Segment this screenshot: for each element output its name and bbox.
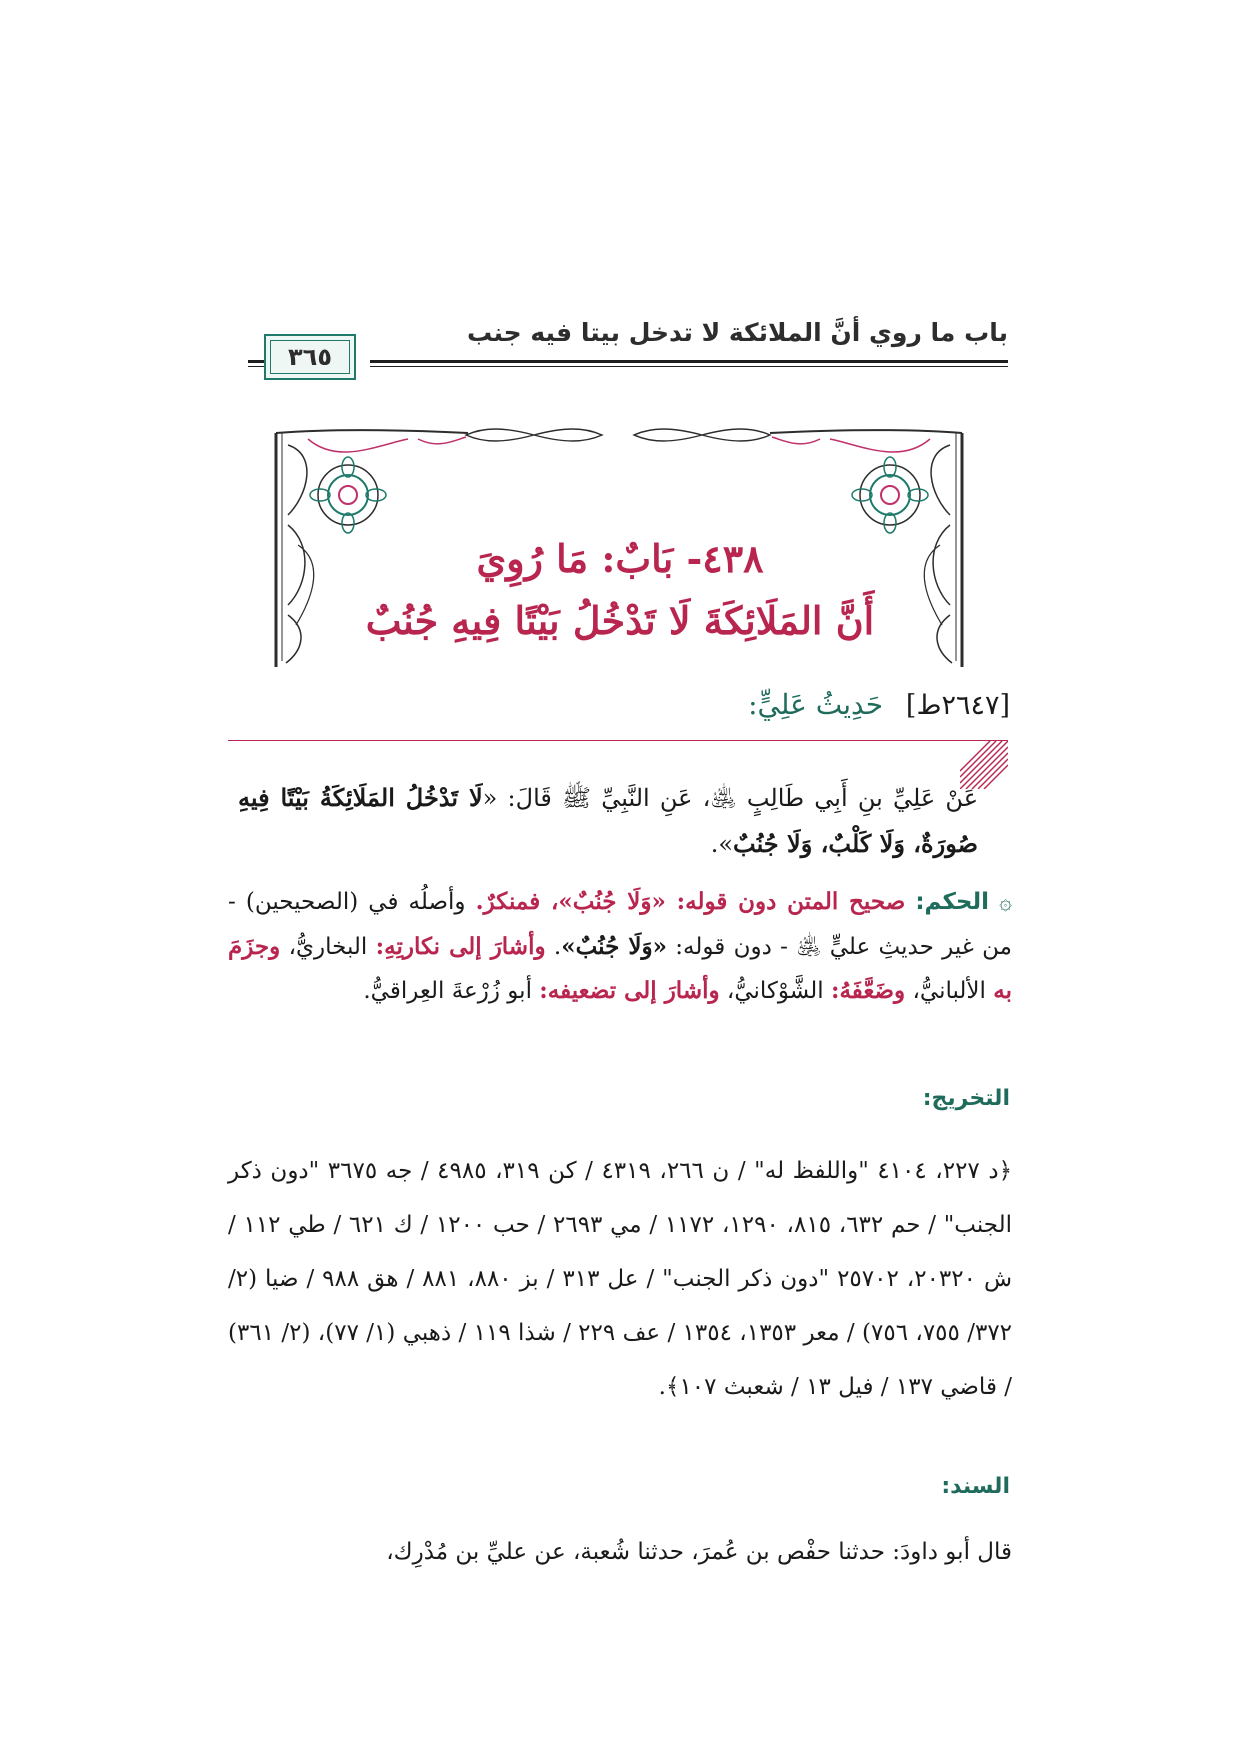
- running-header: [248, 318, 1008, 378]
- verdict-key-2: وجزَمَ به: [228, 933, 1012, 1004]
- verdict-text-1: وأصلُه في (الصحيحين) - من غير حديثِ عليٍّ ﵁ - دون قوله:: [228, 889, 1012, 960]
- chapter-title-line-1: ٤٣٨- بَابٌ: مَا رُوِيَ: [476, 536, 764, 581]
- verdict-key-4: وأشارَ إلى تضعيفه:: [539, 977, 720, 1004]
- running-title: باب ما روي أنَّ الملائكة لا تدخل بيتا فيه جنب: [466, 318, 1008, 347]
- sanad-text: قال أبو داودَ: حدثنا حفْص بن عُمرَ، حدثنا شُعبة، عن عليِّ بن مُدْرِك،: [386, 1539, 1012, 1565]
- matn-intro: عَنْ عَلِيِّ بنِ أَبِي طَالِبٍ ﵁، عَنِ النَّبِيِّ ﷺ قَالَ: «: [482, 784, 979, 812]
- verdict-key-3: وضَعَّفَهُ:: [830, 977, 906, 1004]
- chapter-title: [300, 528, 940, 652]
- hadith-heading-text: حَدِيثُ عَلِيٍّ:: [748, 688, 884, 721]
- takhrij-text: ﴿د ٢٢٧، ٤١٠٤ "واللفظ له" / ن ٢٦٦، ٤٣١٩ / كن ٣١٩، ٤٩٨٥ / جه ٣٦٧٥ "دون ذكر الجنب" / حم ٦٣٢، ٨١٥، ١٢٩٠، ١١٧٢ / مي ٢٦٩٣ / حب ١٢٠٠ / ك ٦٢١ / طي ١١٢ / ش ٢٠٣٢٠، ٢٥٧٠٢ "دون ذكر الجنب" / عل ٣١٣ / بز ٨٨٠، ٨٨١ / هق ٩٨٨ / ضيا (٢/ ٣٧٢/ ٧٥٥، ٧٥٦) / معر ١٣٥٣، ١٣٥٤ / عف ٢٢٩ / شذا ١١٩ / ذهبي (١/ ٧٧)، (٢/ ٣٦١) / قاضي ١٣٧ / فيل ١٣ / شعبث ١٠٧﴾.: [228, 1158, 1013, 1400]
- verdict-text-3: البخاريُّ،: [280, 934, 376, 960]
- ornament-bar-left: [464, 427, 604, 443]
- ornament-bar-right: [632, 427, 772, 443]
- page-number: ٣٦٥: [288, 343, 332, 371]
- matn-text: [238, 775, 978, 867]
- verdict-text-5: الشَّوْكانيُّ،: [719, 978, 831, 1004]
- header-rule: [370, 360, 1008, 363]
- verdict-text-4: الألبانيُّ،: [905, 978, 994, 1004]
- matn-quote: لَا تَدْخُلُ المَلَائِكَةُ بَيْتًا فِيهِ صُورَةٌ، وَلَا كَلْبٌ، وَلَا جُنُبٌ: [238, 783, 978, 858]
- chapter-title-line-2: أَنَّ المَلَائِكَةَ لَا تَدْخُلُ بَيْتًا فِيهِ جُنُبٌ: [365, 598, 875, 643]
- matn-box: [228, 740, 1008, 861]
- verdict-text-2: .: [545, 934, 562, 960]
- verdict-ruling: صحيح المتن دون قوله: «وَلَا جُنُبٌ»، فمنكرٌ.: [475, 888, 906, 915]
- verdict-quote: «وَلَا جُنُبٌ»: [561, 933, 667, 960]
- verdict-paragraph: [228, 880, 1012, 1013]
- rosette-icon: ۞: [999, 890, 1012, 915]
- hadith-ref: [٢٦٤٧ط]: [905, 690, 1010, 721]
- verdict-key-1: وأشارَ إلى نكارتِهِ:: [375, 933, 546, 960]
- matn-end: ».: [710, 830, 733, 858]
- sanad-heading: السند:: [941, 1474, 1010, 1499]
- verdict-label: الحكم:: [915, 889, 990, 915]
- header-rule-thin: [370, 366, 1008, 367]
- verdict-text-6: أبو زُرْعةَ العِراقيُّ.: [363, 978, 540, 1004]
- page-number-badge: [264, 334, 356, 380]
- takhrij-heading: التخريج:: [922, 1086, 1010, 1111]
- hadith-heading: [748, 688, 1010, 721]
